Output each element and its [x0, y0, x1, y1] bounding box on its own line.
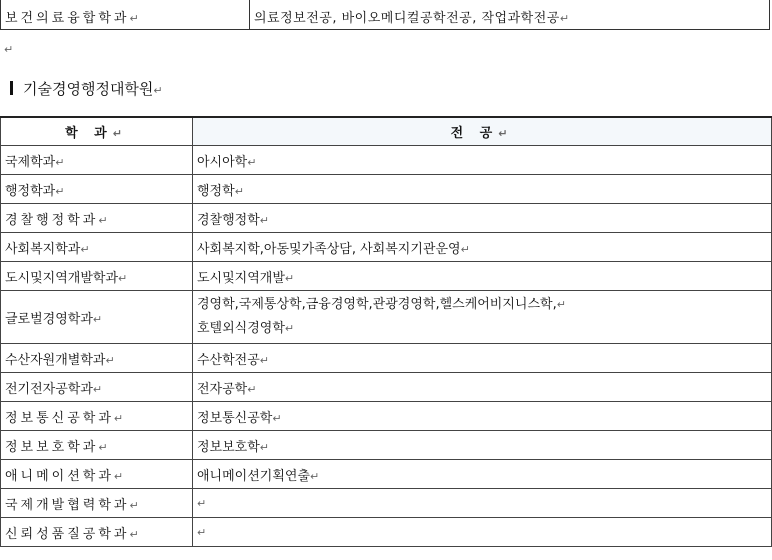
top-majors-text: 의료정보전공, 바이오메디컬공학전공, 작업과학전공↵	[254, 11, 570, 26]
dept-cell: 경찰행정학과↵	[1, 204, 193, 233]
dept-cell: 정보통신공학과↵	[1, 402, 193, 431]
table-row	[1, 402, 772, 431]
major-cell: 사회복지학,아동및가족상담, 사회복지기관운영↵	[193, 233, 772, 262]
table-row	[1, 373, 772, 402]
major-cell: 행정학↵	[193, 175, 772, 204]
heading-bar-icon	[10, 81, 13, 95]
dept-cell: 국제학과↵	[1, 146, 193, 175]
table-row	[1, 518, 772, 547]
major-cell: 경영학,국제통상학,금융경영학,관광경영학,헬스케어비지니스학,↵ 호텔외식경영학↵	[193, 291, 772, 344]
header-major: 전 공↵	[193, 117, 772, 146]
top-dept-cell	[1, 0, 250, 29]
table-row	[1, 291, 772, 344]
major-cell: 수산학전공↵	[193, 344, 772, 373]
major-cell: ↵	[193, 489, 772, 518]
dept-cell: 도시및지역개발학과↵	[1, 262, 193, 291]
major-table	[0, 116, 772, 547]
table-row	[1, 344, 772, 373]
major-cell: 경찰행정학↵	[193, 204, 772, 233]
table-row	[1, 204, 772, 233]
major-cell: 아시아학↵	[193, 146, 772, 175]
table-row	[1, 175, 772, 204]
header-dept: 학 과↵	[1, 117, 193, 146]
table-row	[1, 489, 772, 518]
dept-cell: 글로벌경영학과↵	[1, 291, 193, 344]
table-row	[1, 431, 772, 460]
major-cell: 정보통신공학↵	[193, 402, 772, 431]
dept-cell: 행정학과↵	[1, 175, 193, 204]
dept-cell: 전기전자공학과↵	[1, 373, 193, 402]
table-row	[1, 262, 772, 291]
top-majors-cell	[250, 0, 770, 29]
dept-cell: 애니메이션학과↵	[1, 460, 193, 489]
section-heading: 기술경영행정대학원↵	[10, 78, 163, 99]
dept-cell: 국제개발협력학과↵	[1, 489, 193, 518]
top-dept-text: 보건의료융합학과↵	[5, 11, 142, 26]
table-header-row	[1, 117, 772, 146]
top-table-row	[0, 0, 770, 30]
major-cell: 애니메이션기획연출↵	[193, 460, 772, 489]
dept-cell: 정보보호학과↵	[1, 431, 193, 460]
table-row	[1, 460, 772, 489]
table-row	[1, 146, 772, 175]
section-title: 기술경영행정대학원	[23, 80, 154, 98]
table-row	[1, 233, 772, 262]
dept-cell: 수산자원개별학과↵	[1, 344, 193, 373]
major-cell: ↵	[193, 518, 772, 547]
major-cell: 정보보호학↵	[193, 431, 772, 460]
empty-paragraph: ↵	[4, 43, 14, 56]
dept-cell: 사회복지학과↵	[1, 233, 193, 262]
major-cell: 전자공학↵	[193, 373, 772, 402]
dept-cell: 신뢰성품질공학과↵	[1, 518, 193, 547]
major-cell: 도시및지역개발↵	[193, 262, 772, 291]
